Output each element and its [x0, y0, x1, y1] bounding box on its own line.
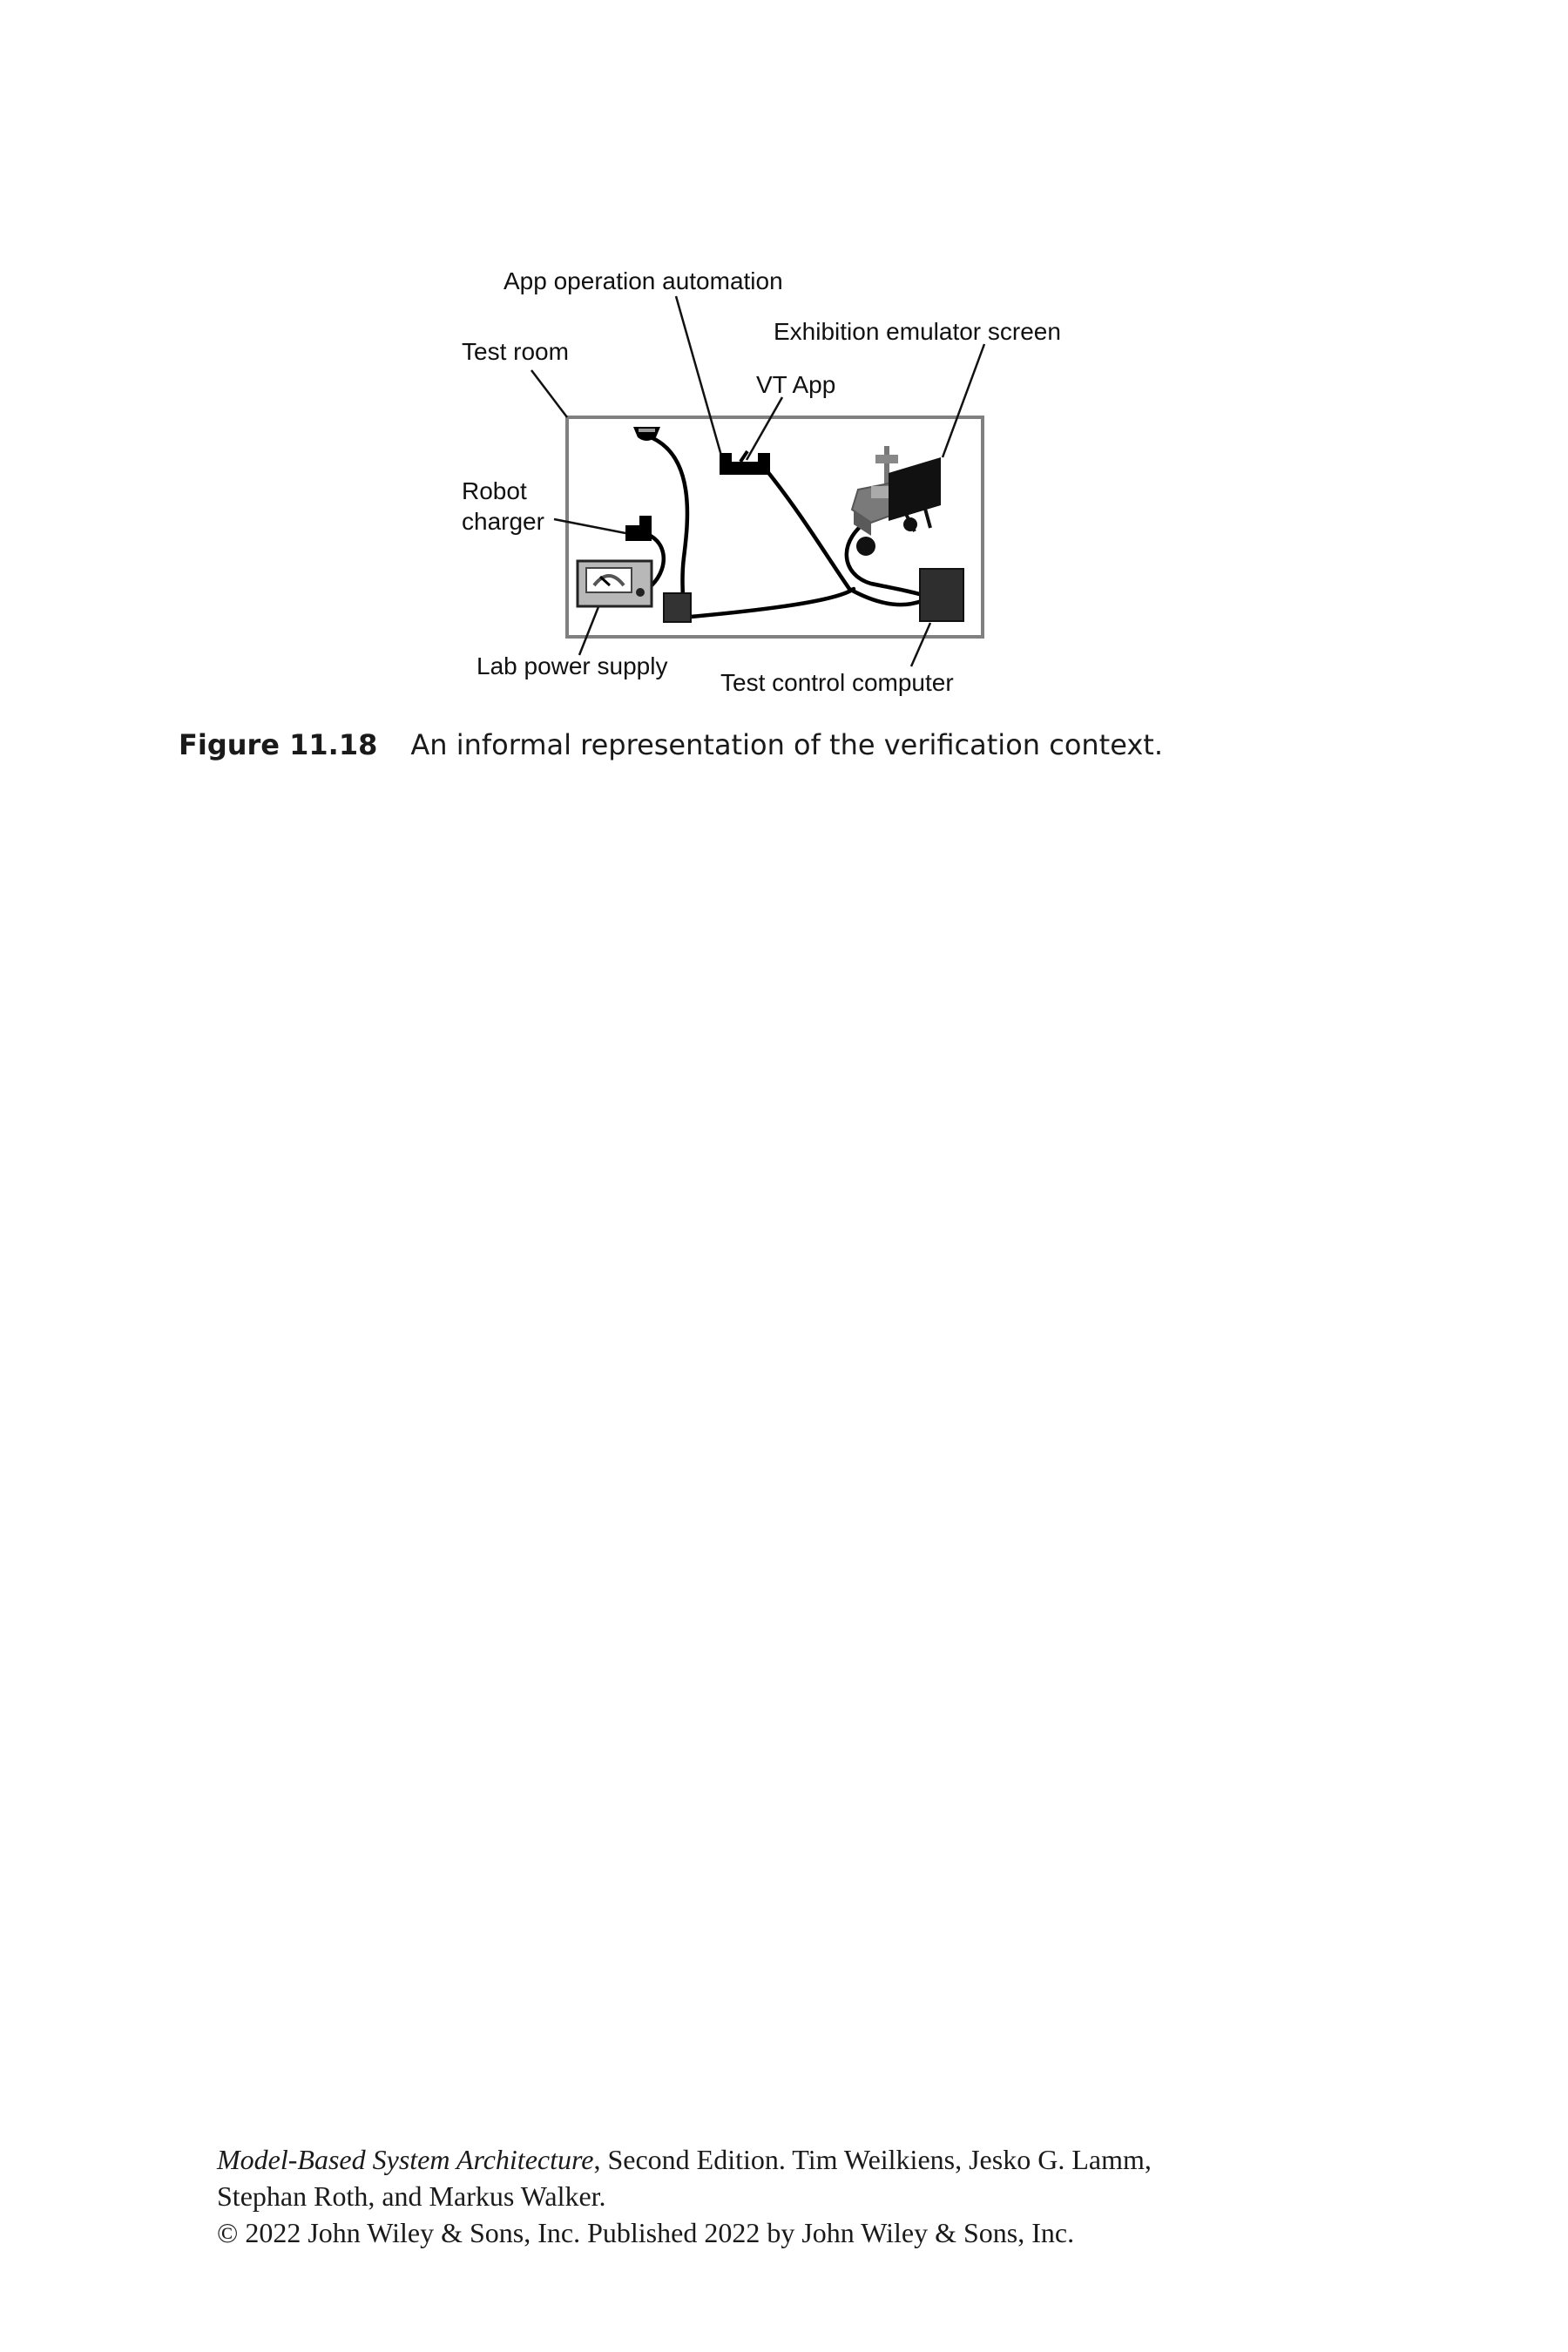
cable-hub-to-computer	[691, 589, 854, 617]
leader-exhibition-screen	[943, 344, 984, 457]
copyright-footer	[217, 2141, 1349, 2251]
footer-line-2: Stephan Roth, and Markus Walker.	[217, 2180, 606, 2212]
footer-line-3: © 2022 John Wiley & Sons, Inc. Published 2022 by John Wiley & Sons, Inc.	[217, 2217, 1075, 2248]
label-robot-charger-line2: charger	[462, 508, 544, 535]
leader-test-room	[531, 370, 567, 417]
label-vt-app: VT App	[756, 371, 836, 398]
figure-drawing	[0, 0, 1568, 714]
label-test-room: Test room	[462, 338, 569, 365]
hub-box-icon	[664, 593, 691, 622]
label-robot-charger-line1: Robot	[462, 477, 527, 504]
figure-caption	[179, 728, 1398, 761]
figure-number: Figure 11.18	[179, 728, 378, 761]
robot-charger-icon	[625, 516, 652, 541]
lab-power-supply-icon	[578, 561, 652, 606]
vt-app-phone-icon	[720, 451, 770, 475]
leader-vt-app	[747, 397, 782, 460]
label-lab-power-supply: Lab power supply	[476, 652, 668, 679]
leader-app-operation-automation	[676, 296, 723, 462]
test-control-computer-icon	[920, 569, 963, 621]
label-test-control-computer: Test control computer	[720, 669, 954, 696]
leader-robot-charger	[554, 519, 625, 533]
verification-context-figure	[0, 0, 1568, 714]
book-title: Model-Based System Architecture	[217, 2144, 594, 2175]
label-exhibition-emulator-screen: Exhibition emulator screen	[774, 318, 1061, 345]
leader-test-control-computer	[911, 623, 930, 666]
footer-line-1-rest: , Second Edition. Tim Weilkiens, Jesko G. Lamm,	[593, 2144, 1152, 2175]
footer-line-1	[217, 2141, 1349, 2178]
figure-caption-text: An informal representation of the verification context.	[410, 728, 1163, 761]
label-app-operation-automation: App operation automation	[504, 267, 783, 294]
